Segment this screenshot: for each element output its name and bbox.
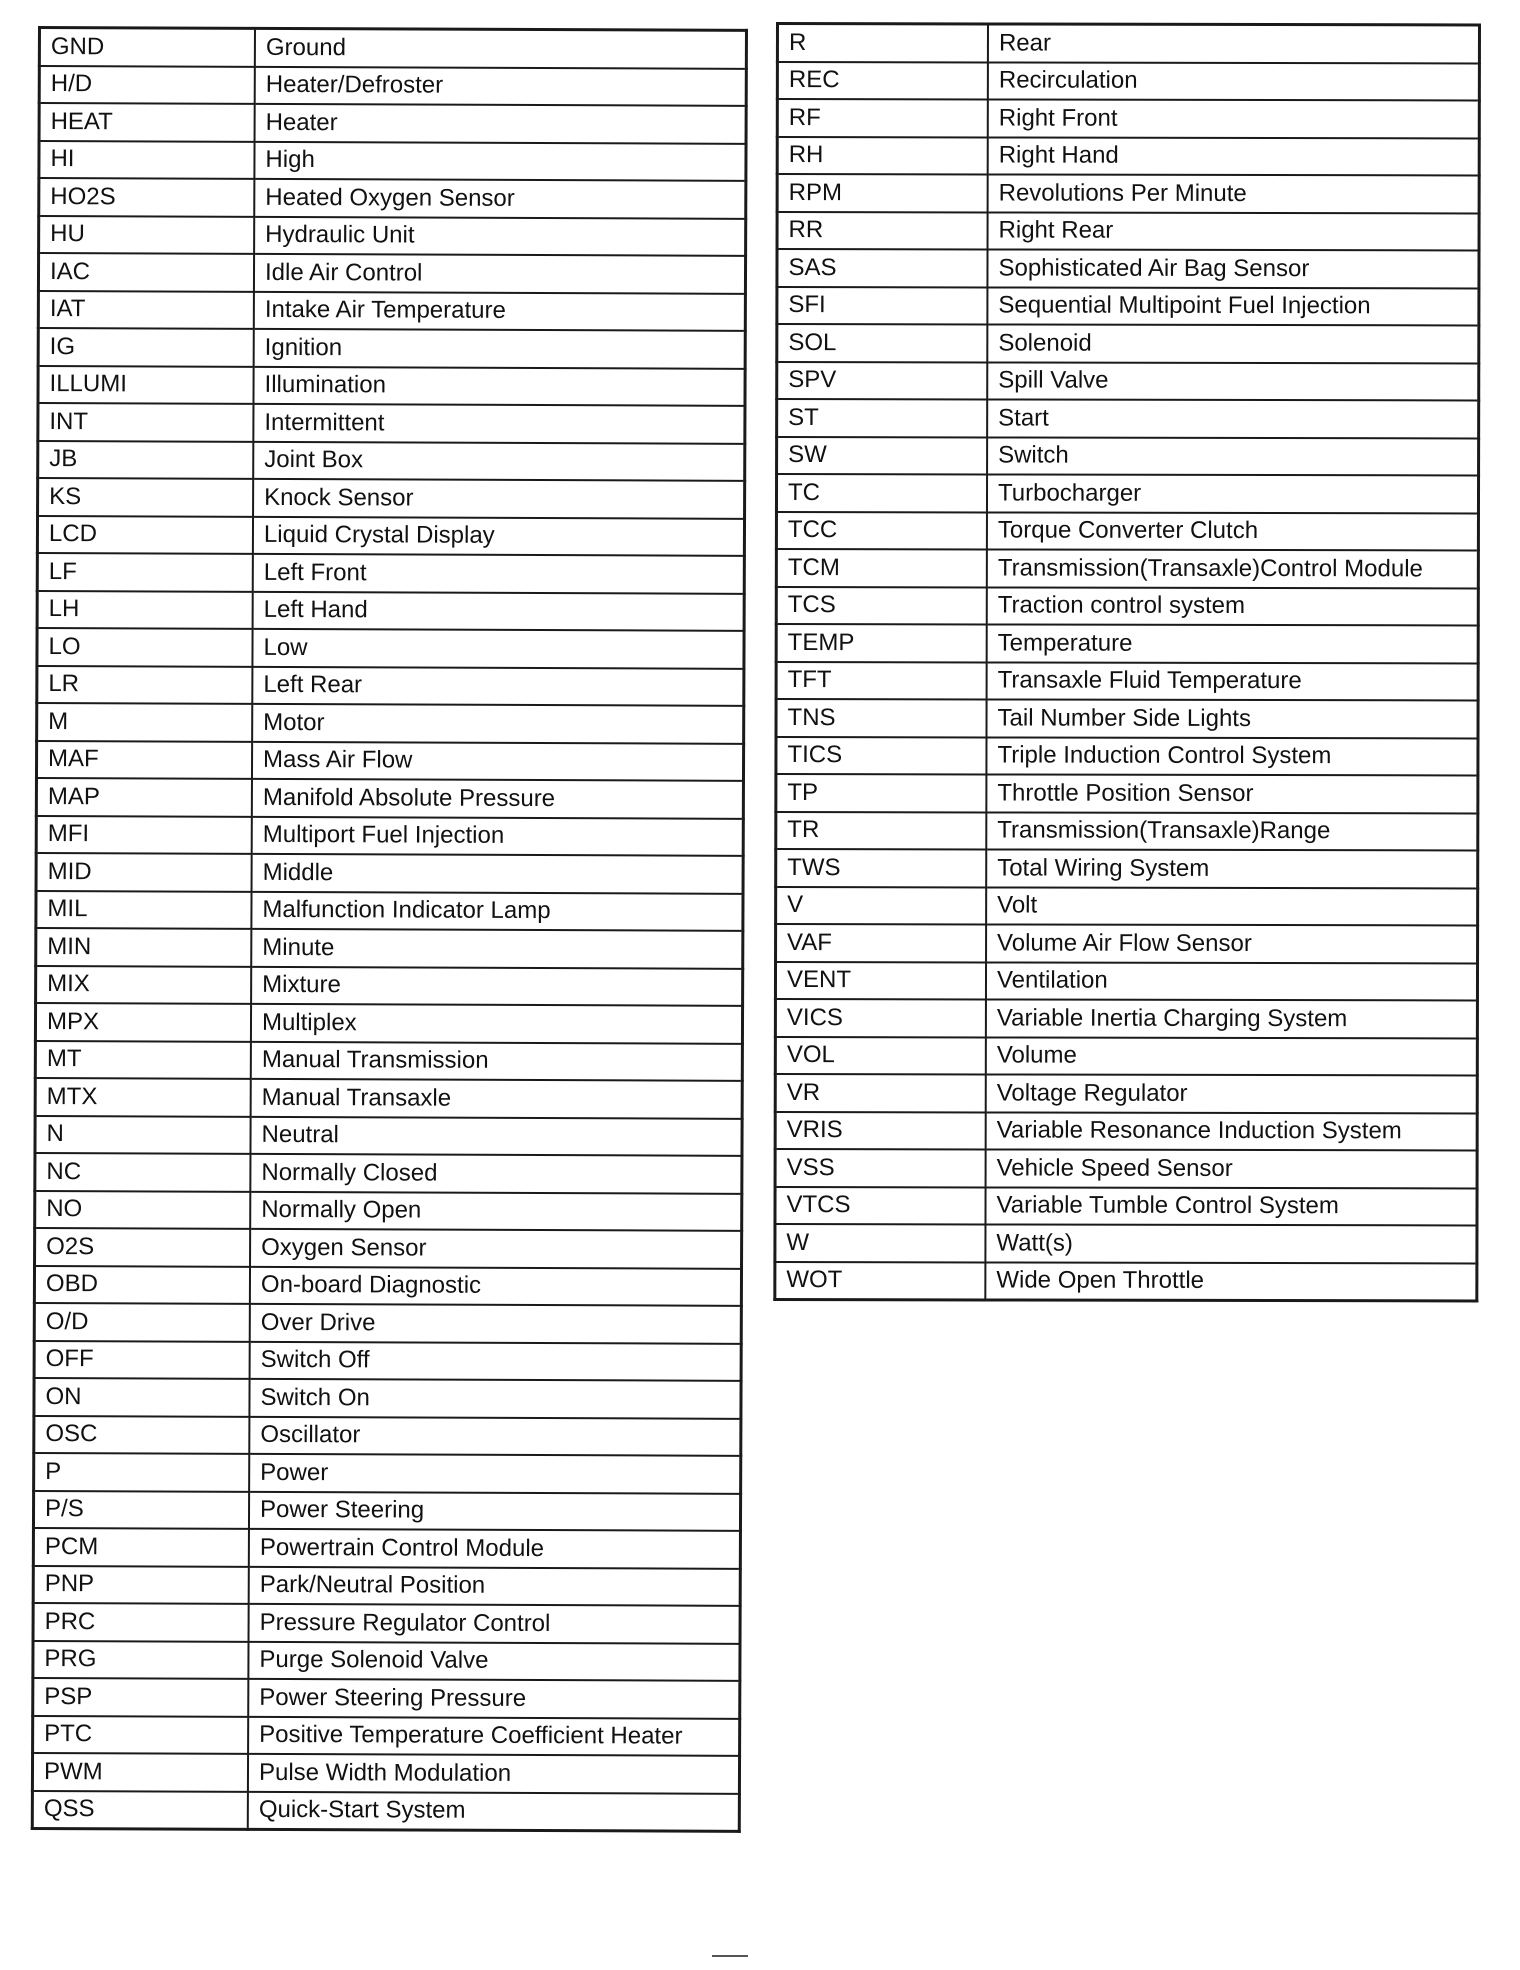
meaning-cell: Liquid Crystal Display (253, 516, 745, 555)
abbreviation-cell: VRIS (775, 1112, 986, 1150)
table-row (36, 778, 743, 818)
table-row (34, 1415, 741, 1455)
table-row (777, 324, 1479, 363)
table-row (775, 1074, 1477, 1113)
abbreviation-cell: LO (37, 628, 253, 666)
table-row (776, 474, 1478, 513)
abbreviation-cell: PRG (33, 1640, 249, 1678)
table-row (38, 403, 745, 443)
meaning-cell: Tail Number Side Lights (987, 699, 1479, 738)
abbreviation-cell: O/D (34, 1303, 250, 1341)
meaning-cell: Powertrain Control Module (249, 1529, 741, 1568)
abbreviation-cell: SW (777, 437, 988, 475)
abbreviation-cell: MAF (36, 741, 252, 779)
abbreviation-cell: OBD (34, 1265, 250, 1303)
meaning-cell: Mass Air Flow (252, 741, 744, 780)
abbreviation-table-right (773, 22, 1481, 1302)
abbreviation-cell: PTC (33, 1715, 249, 1753)
meaning-cell: Intake Air Temperature (254, 291, 746, 330)
table-row (35, 1040, 742, 1080)
meaning-cell: Transaxle Fluid Temperature (987, 662, 1479, 701)
abbreviation-cell: MFI (36, 815, 252, 853)
meaning-cell: Traction control system (987, 587, 1479, 626)
abbreviation-cell: TNS (776, 699, 987, 737)
abbreviation-table-left-body (32, 28, 746, 1832)
meaning-cell: Temperature (987, 624, 1479, 663)
abbreviation-cell: SAS (777, 249, 988, 287)
meaning-cell: Heater/Defroster (255, 66, 747, 105)
table-row (39, 141, 746, 181)
table-row (777, 99, 1479, 138)
abbreviation-cell: MPX (35, 1003, 251, 1041)
abbreviation-cell: PSP (33, 1678, 249, 1716)
meaning-cell: Joint Box (253, 441, 745, 480)
table-row (37, 703, 744, 743)
table-row (33, 1678, 740, 1718)
meaning-cell: Variable Inertia Charging System (986, 999, 1478, 1038)
table-row (32, 1790, 739, 1831)
meaning-cell: Motor (252, 704, 744, 743)
abbreviation-cell: MT (35, 1040, 251, 1078)
meaning-cell: Low (252, 629, 744, 668)
meaning-cell: Ventilation (986, 962, 1478, 1001)
meaning-cell: Right Hand (988, 137, 1480, 176)
abbreviation-cell: LR (37, 666, 253, 704)
table-row (776, 924, 1478, 963)
table-row (775, 999, 1477, 1038)
abbreviation-cell: SPV (777, 362, 988, 400)
abbreviation-cell: VAF (776, 924, 987, 962)
meaning-cell: Intermittent (253, 404, 745, 443)
table-row (777, 62, 1479, 101)
table-row (32, 1753, 739, 1793)
abbreviation-table-right-body (775, 24, 1480, 1301)
table-row (33, 1715, 740, 1755)
table-row (36, 741, 743, 781)
meaning-cell: Volume (986, 1037, 1478, 1076)
abbreviation-cell: VSS (775, 1149, 986, 1187)
abbreviation-cell: W (775, 1224, 986, 1262)
abbreviation-cell: GND (39, 28, 255, 67)
meaning-cell: Normally Open (250, 1191, 742, 1230)
meaning-cell: Pulse Width Modulation (248, 1754, 740, 1793)
meaning-cell: Variable Resonance Induction System (986, 1112, 1478, 1151)
abbreviation-cell: H/D (39, 66, 255, 104)
abbreviation-cell: RH (777, 137, 988, 175)
meaning-cell: Malfunction Indicator Lamp (251, 891, 743, 930)
abbreviation-cell: MID (36, 853, 252, 891)
meaning-cell: Multiplex (251, 1004, 743, 1043)
meaning-cell: Switch On (249, 1379, 741, 1418)
table-row (38, 328, 745, 368)
abbreviation-cell: HO2S (39, 178, 255, 216)
meaning-cell: Right Front (988, 99, 1480, 138)
abbreviation-cell: P (34, 1453, 250, 1491)
table-row (36, 853, 743, 893)
meaning-cell: Wide Open Throttle (985, 1262, 1477, 1301)
abbreviation-cell: ILLUMI (38, 366, 254, 404)
table-row (39, 216, 746, 256)
table-row (35, 1190, 742, 1230)
meaning-cell: Sequential Multipoint Fuel Injection (987, 287, 1479, 326)
table-row (777, 249, 1479, 288)
abbreviation-cell: VTCS (775, 1187, 986, 1225)
abbreviation-cell: P/S (33, 1490, 249, 1528)
table-row (34, 1303, 741, 1343)
table-row (38, 478, 745, 518)
table-row (777, 24, 1479, 63)
meaning-cell: Variable Tumble Control System (985, 1187, 1477, 1226)
table-row (38, 366, 745, 406)
meaning-cell: Minute (251, 929, 743, 968)
abbreviation-cell: NC (35, 1153, 251, 1191)
table-row (39, 66, 746, 106)
meaning-cell: Heater (255, 104, 747, 143)
table-row (34, 1453, 741, 1493)
abbreviation-cell: ST (777, 399, 988, 437)
abbreviation-cell: TCS (776, 587, 987, 625)
table-row (777, 287, 1479, 326)
table-row (35, 1153, 742, 1193)
abbreviation-cell: RR (777, 212, 988, 250)
meaning-cell: Revolutions Per Minute (988, 174, 1480, 213)
meaning-cell: Volt (986, 887, 1478, 926)
meaning-cell: Transmission(Transaxle)Range (986, 812, 1478, 851)
table-row (35, 1228, 742, 1268)
table-row (35, 1003, 742, 1043)
abbreviation-cell: TC (776, 474, 987, 512)
meaning-cell: Throttle Position Sensor (986, 774, 1478, 813)
abbreviation-cell: R (777, 24, 988, 62)
table-row (776, 774, 1478, 813)
table-row (38, 291, 745, 331)
table-row (37, 591, 744, 631)
abbreviation-cell: MIX (36, 965, 252, 1003)
table-row (776, 587, 1478, 626)
meaning-cell: Left Rear (252, 666, 744, 705)
abbreviation-cell: TCC (776, 512, 987, 550)
meaning-cell: Quick-Start System (248, 1791, 740, 1831)
meaning-cell: On-board Diagnostic (250, 1266, 742, 1305)
table-row (39, 103, 746, 143)
abbreviation-cell: REC (777, 62, 988, 100)
table-row (775, 1187, 1477, 1226)
abbreviation-cell: OSC (34, 1415, 250, 1453)
table-row (36, 890, 743, 930)
meaning-cell: High (254, 141, 746, 180)
table-row (39, 28, 746, 69)
meaning-cell: Turbocharger (987, 474, 1479, 513)
table-row (776, 699, 1478, 738)
table-row (776, 624, 1478, 663)
meaning-cell: Spill Valve (987, 362, 1479, 401)
meaning-cell: Vehicle Speed Sensor (986, 1149, 1478, 1188)
table-row (777, 399, 1479, 438)
table-row (775, 962, 1477, 1001)
abbreviation-cell: LH (37, 591, 253, 629)
meaning-cell: Oscillator (249, 1416, 741, 1455)
table-row (775, 1149, 1477, 1188)
abbreviation-cell: WOT (775, 1262, 986, 1300)
table-row (33, 1640, 740, 1680)
table-row (776, 737, 1478, 776)
table-row (35, 1078, 742, 1118)
meaning-cell: Hydraulic Unit (254, 216, 746, 255)
table-row (776, 512, 1478, 551)
abbreviation-cell: RPM (777, 174, 988, 212)
abbreviation-cell: TWS (776, 849, 987, 887)
meaning-cell: Purge Solenoid Valve (248, 1641, 740, 1680)
abbreviation-cell: RF (777, 99, 988, 137)
table-row (38, 253, 745, 293)
table-row (776, 549, 1478, 588)
meaning-cell: Positive Temperature Coefficient Heater (248, 1716, 740, 1755)
meaning-cell: Manual Transaxle (251, 1079, 743, 1118)
abbreviation-cell: M (37, 703, 253, 741)
abbreviation-cell: MIN (36, 928, 252, 966)
meaning-cell: Neutral (250, 1116, 742, 1155)
table-row (36, 965, 743, 1005)
meaning-cell: Torque Converter Clutch (987, 512, 1479, 551)
abbreviation-cell: LCD (37, 516, 253, 554)
meaning-cell: Park/Neutral Position (249, 1566, 741, 1605)
abbreviation-cell: IAC (38, 253, 254, 291)
meaning-cell: Knock Sensor (253, 479, 745, 518)
meaning-cell: Oxygen Sensor (250, 1229, 742, 1268)
table-row (33, 1603, 740, 1643)
table-row (36, 815, 743, 855)
table-row (38, 441, 745, 481)
meaning-cell: Power (249, 1454, 741, 1493)
abbreviation-cell: TCM (776, 549, 987, 587)
table-row (34, 1265, 741, 1305)
table-row (777, 174, 1479, 213)
table-row (777, 137, 1479, 176)
meaning-cell: Start (987, 399, 1479, 438)
meaning-cell: Switch Off (250, 1341, 742, 1380)
abbreviation-cell: NO (35, 1190, 251, 1228)
table-row (37, 516, 744, 556)
table-row (37, 628, 744, 668)
table-row (775, 1112, 1477, 1151)
meaning-cell: Manifold Absolute Pressure (252, 779, 744, 818)
abbreviation-cell: V (776, 887, 987, 925)
abbreviation-cell: HEAT (39, 103, 255, 141)
abbreviation-cell: VENT (775, 962, 986, 1000)
abbreviation-cell: TICS (776, 737, 987, 775)
abbreviation-cell: SFI (777, 287, 988, 325)
abbreviation-cell: KS (38, 478, 254, 516)
meaning-cell: Transmission(Transaxle)Control Module (987, 549, 1479, 588)
meaning-cell: Right Rear (988, 212, 1480, 251)
meaning-cell: Middle (252, 854, 744, 893)
meaning-cell: Over Drive (250, 1304, 742, 1343)
abbreviation-cell: TR (776, 812, 987, 850)
table-row (33, 1565, 740, 1605)
meaning-cell: Power Steering Pressure (248, 1679, 740, 1718)
meaning-cell: Normally Closed (250, 1154, 742, 1193)
table-row (33, 1490, 740, 1530)
meaning-cell: Total Wiring System (986, 849, 1478, 888)
abbreviation-cell: MIL (36, 890, 252, 928)
abbreviation-cell: VR (775, 1074, 986, 1112)
meaning-cell: Volume Air Flow Sensor (986, 924, 1478, 963)
meaning-cell: Ignition (254, 329, 746, 368)
abbreviation-cell: N (35, 1115, 251, 1153)
abbreviation-table-left (31, 26, 748, 1833)
meaning-cell: Triple Induction Control System (986, 737, 1478, 776)
abbreviation-cell: VOL (775, 1037, 986, 1075)
meaning-cell: Solenoid (987, 324, 1479, 363)
meaning-cell: Power Steering (249, 1491, 741, 1530)
table-row (776, 887, 1478, 926)
table-row (775, 1224, 1477, 1263)
table-row (33, 1528, 740, 1568)
abbreviation-cell: O2S (35, 1228, 251, 1266)
abbreviation-cell: INT (38, 403, 254, 441)
table-row (37, 553, 744, 593)
abbreviation-cell: IG (38, 328, 254, 366)
abbreviation-cell: HU (39, 216, 255, 254)
abbreviation-cell: OFF (34, 1340, 250, 1378)
meaning-cell: Voltage Regulator (986, 1074, 1478, 1113)
table-row (776, 662, 1478, 701)
table-row (776, 812, 1478, 851)
abbreviation-cell: QSS (32, 1790, 248, 1829)
meaning-cell: Manual Transmission (251, 1041, 743, 1080)
abbreviation-cell: PWM (32, 1753, 248, 1791)
abbreviation-cell: HI (39, 141, 255, 179)
table-row (777, 212, 1479, 251)
abbreviation-cell: JB (38, 441, 254, 479)
table-row (37, 666, 744, 706)
abbreviation-cell: TP (776, 774, 987, 812)
meaning-cell: Illumination (253, 366, 745, 405)
meaning-cell: Pressure Regulator Control (249, 1604, 741, 1643)
meaning-cell: Recirculation (988, 62, 1480, 101)
abbreviation-cell: MAP (36, 778, 252, 816)
meaning-cell: Rear (988, 24, 1480, 63)
abbreviation-cell: TEMP (776, 624, 987, 662)
table-row (35, 1115, 742, 1155)
meaning-cell: Switch (987, 437, 1479, 476)
abbreviation-cell: PCM (33, 1528, 249, 1566)
abbreviation-cell: TFT (776, 662, 987, 700)
abbreviation-cell: LF (37, 553, 253, 591)
abbreviation-cell: SOL (777, 324, 988, 362)
abbreviation-cell: ON (34, 1378, 250, 1416)
meaning-cell: Mixture (251, 966, 743, 1005)
abbreviation-cell: MTX (35, 1078, 251, 1116)
meaning-cell: Left Front (253, 554, 745, 593)
meaning-cell: Multiport Fuel Injection (252, 816, 744, 855)
abbreviation-cell: PNP (33, 1565, 249, 1603)
meaning-cell: Idle Air Control (254, 254, 746, 293)
table-row (775, 1262, 1477, 1301)
meaning-cell: Ground (255, 28, 747, 68)
table-row (39, 178, 746, 218)
meaning-cell: Heated Oxygen Sensor (254, 179, 746, 218)
abbreviation-cell: VICS (775, 999, 986, 1037)
meaning-cell: Watt(s) (985, 1224, 1477, 1263)
table-row (775, 1037, 1477, 1076)
table-row (777, 437, 1479, 476)
page-number-mark (712, 1955, 748, 1961)
abbreviation-cell: PRC (33, 1603, 249, 1641)
table-row (777, 362, 1479, 401)
table-row (36, 928, 743, 968)
abbreviation-cell: IAT (38, 291, 254, 329)
table-row (34, 1340, 741, 1380)
meaning-cell: Left Hand (253, 591, 745, 630)
table-row (776, 849, 1478, 888)
meaning-cell: Sophisticated Air Bag Sensor (987, 249, 1479, 288)
table-row (34, 1378, 741, 1418)
